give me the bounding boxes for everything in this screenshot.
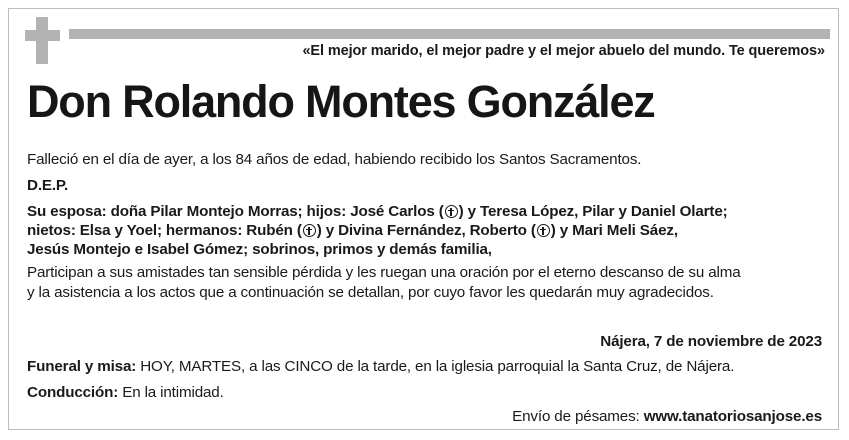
condolence-line <box>512 408 822 425</box>
family-text: ) y Mari Meli Sáez, <box>550 222 678 239</box>
circled-cross-icon <box>445 205 458 218</box>
funeral-label: Funeral y misa: <box>27 358 137 375</box>
family-line-2 <box>27 222 678 239</box>
conduction-line <box>27 384 224 401</box>
place-date: Nájera, 7 de noviembre de 2023 <box>600 333 822 350</box>
dep-label: D.E.P. <box>27 177 69 194</box>
circled-cross-icon <box>303 224 316 237</box>
family-line-3: Jesús Montejo e Isabel Gómez; sobrinos, primos y demás familia, <box>27 241 492 258</box>
deceased-name: Don Rolando Montes González <box>27 76 655 127</box>
header-rule <box>69 29 830 39</box>
family-text: nietos: Elsa y Yoel; hermanos: Rubén ( <box>27 222 302 239</box>
death-notice-line: Falleció en el día de ayer, a los 84 años de edad, habiendo recibido los Santos Sacramentos. <box>27 151 642 168</box>
family-text: ) y Divina Fernández, Roberto ( <box>316 222 536 239</box>
request-line-2: y la asistencia a los actos que a continuación se detallan, por cuyo favor les quedarán muy agradecidos. <box>27 284 714 301</box>
circled-cross-icon <box>537 224 550 237</box>
family-line-1 <box>27 203 728 220</box>
condolence-label: Envío de pésames: <box>512 408 644 425</box>
epitaph-quote: «El mejor marido, el mejor padre y el mejor abuelo del mundo. Te queremos» <box>302 43 825 59</box>
conduction-text: En la intimidad. <box>118 384 224 401</box>
request-line-1: Participan a sus amistades tan sensible pérdida y les ruegan una oración por el eterno descanso de su alma <box>27 264 741 281</box>
family-text: Su esposa: doña Pilar Montejo Morras; hijos: José Carlos ( <box>27 203 444 220</box>
condolence-link[interactable]: www.tanatoriosanjose.es <box>643 408 822 425</box>
conduction-label: Conducción: <box>27 384 119 401</box>
family-text: ) y Teresa López, Pilar y Daniel Olarte; <box>458 203 728 220</box>
cross-icon-arm <box>25 30 60 41</box>
funeral-text: HOY, MARTES, a las CINCO de la tarde, en la iglesia parroquial la Santa Cruz, de Nájera. <box>136 358 735 375</box>
funeral-line <box>27 358 734 375</box>
